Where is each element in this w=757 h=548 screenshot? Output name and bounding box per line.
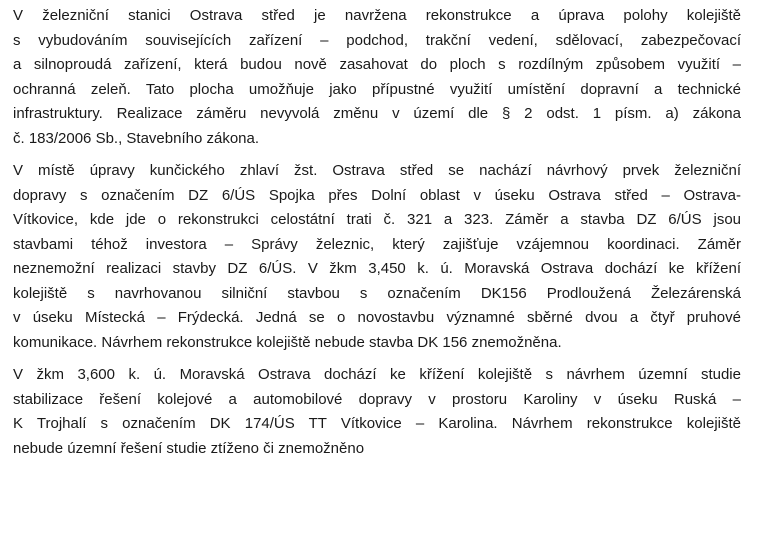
text-line: a silnoproudá zařízení, která budou nově zasahovat do ploch s rozdílným způsobem využití – [13,56,741,73]
text-line: dopravy s označením DZ 6/ÚS Spojka přes Dolní oblast v úseku Ostrava střed – Ostrava- [13,186,741,204]
text-line: infrastruktury. Realizace záměru nevyvolá změnu v území dle § 2 odst. 1 písm. a) zákona [13,105,741,122]
text-line: K Trojhalí s označením DK 174/ÚS TT Vítkovice – Karolina. Návrhem rekonstrukce kolejiště [13,415,741,432]
text-line: č. 183/2006 Sb., Stavebního zákona. [13,129,260,147]
text-line: stavbami téhož investora – Správy železnic, který zajišťuje vzájemnou koordinaci. Záměr [13,235,741,253]
text-line: kolejiště s navrhovanou silniční stavbou s označením DK156 Prodloužená Železárenská [13,284,741,302]
text-line: komunikace. Návrhem rekonstrukce kolejiště nebude stavba DK 156 znemožněna. [13,333,562,351]
text-line: stabilizace řešení kolejové a automobilové dopravy v prostoru Karoliny v úseku Ruská – [13,390,741,408]
paragraph-3 [13,363,741,461]
text-line: nebude územní řešení studie ztíženo či znemožněno [13,439,365,457]
text-line: V místě úpravy kunčického zhlaví žst. Ostrava střed se nachází návrhový prvek železniční [13,162,741,179]
paragraph-2 [13,159,741,355]
text-line: ochranná zeleň. Tato plocha umožňuje jako přípustné využití umístění dopravní a technické [13,80,741,98]
text-line: neznemožní realizaci stavby DZ 6/ÚS. V žkm 3,450 k. ú. Moravská Ostrava dochází ke křížení [13,260,741,277]
text-line: V žkm 3,600 k. ú. Moravská Ostrava dochází ke křížení kolejiště s návrhem územní studie [13,366,741,383]
paragraph-1 [13,4,741,151]
text-line: Vítkovice, kde jde o rekonstrukci celostátní trati č. 321 a 323. Záměr a stavba DZ 6/ÚS jsou [13,211,741,228]
text-line: s vybudováním souvisejících zařízení – podchod, trakční vedení, sdělovací, zabezpečovací [13,31,741,49]
text-line: V železniční stanici Ostrava střed je navržena rekonstrukce a úprava polohy kolejiště [13,7,741,24]
text-line: v úseku Místecká – Frýdecká. Jedná se o novostavbu významné sběrné dvou a čtyř pruhové [13,309,741,326]
